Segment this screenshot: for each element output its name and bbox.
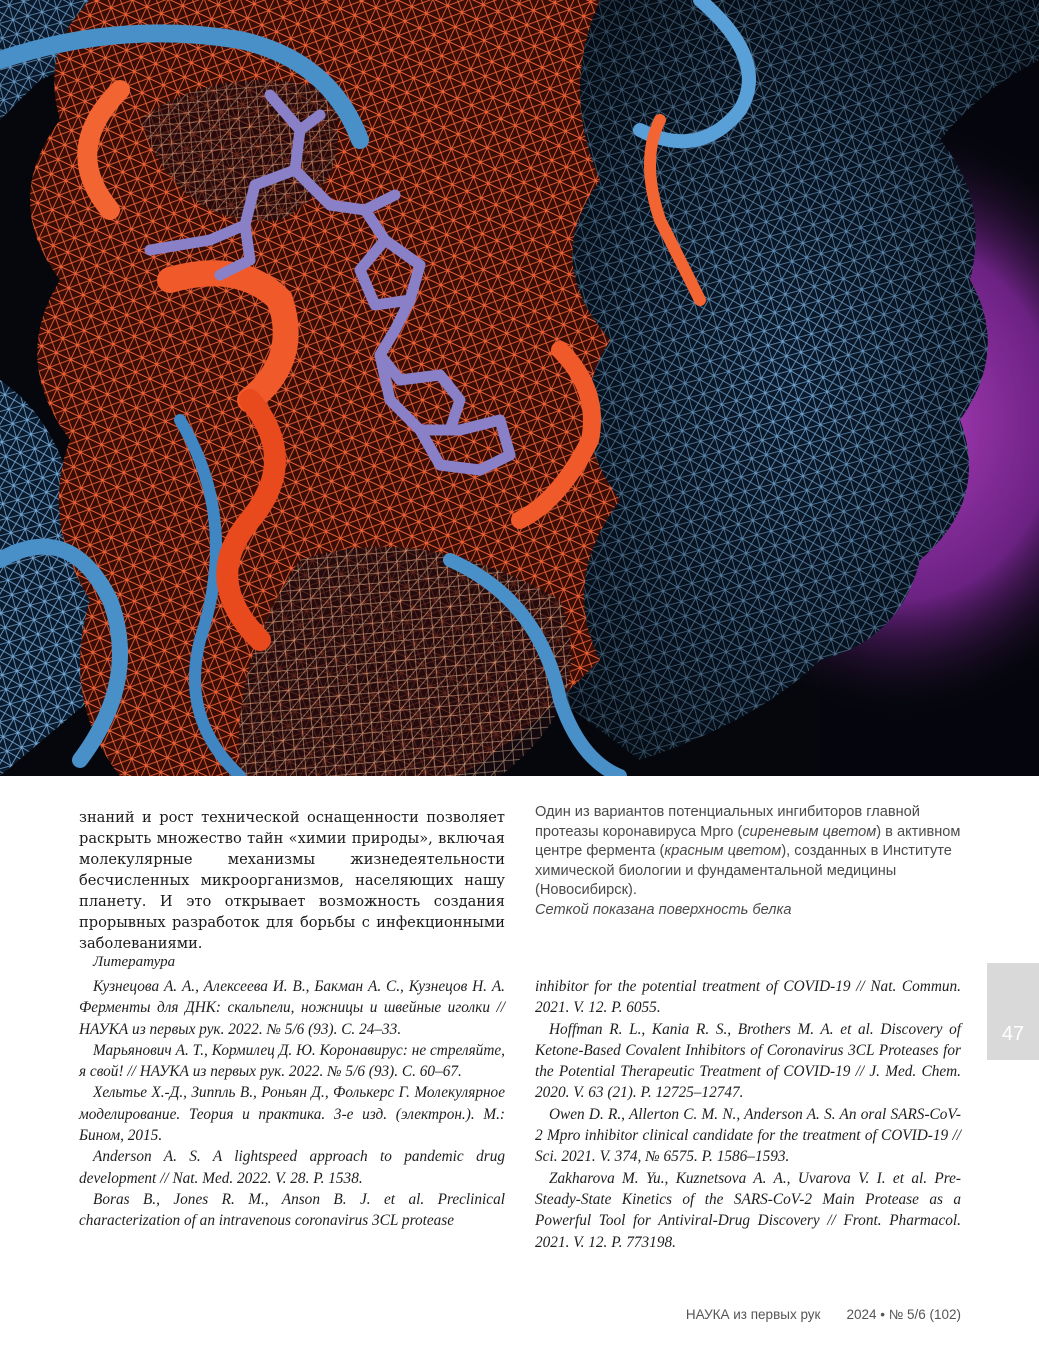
reference-item: Owen D. R., Allerton C. M. N., Anderson A. S. An oral SARS-CoV-2 Mpro inhibitor clinical candidate for the treatment of COVID-19 // Sci. 2021. V. 374, № 6575. P. 1586–1593. xyxy=(535,1105,961,1166)
page-number: 47 xyxy=(1001,1023,1025,1045)
references-heading: Литература xyxy=(93,954,176,970)
caption-text-1: Один из вариантов потенциальных ингибиторов главной протеазы коронавируса Mpro ( xyxy=(535,804,920,840)
reference-item: Boras B., Jones R. M., Anson B. J. et al. Preclinical characterization of an intravenous coronavirus 3CL protease xyxy=(79,1190,505,1230)
caption-emphasis-enzyme: красным цветом xyxy=(664,843,782,859)
caption-text-2: ) в активном центре фермента ( xyxy=(535,823,961,859)
caption-emphasis-ligand: сиреневым цветом xyxy=(742,823,877,840)
references-left-column xyxy=(79,976,505,1232)
reference-continuation: inhibitor for the potential treatment of COVID-19 // Nat. Commun. 2021. V. 12. P. 6055. xyxy=(535,978,961,1017)
reference-item: Hoffman R. L., Kania R. S., Brothers M. A. et al. Discovery of Ketone-Based Covalent Inhibitors of Coronavirus 3CL Proteases for the Potential Therapeutic Treatment of COVID-19 // J. Med. Chem. 2020. V. 63 (21). P. 12725–12747. xyxy=(535,1020,961,1102)
reference-item: Zakharova M. Yu., Kuznetsova A. A., Uvarova V. I. et al. Pre-Steady-State Kinetics of the SARS-CoV-2 Main Protease as a Powerful Tool for Antiviral-Drug Discovery // Front. Pharmacol. 2021. V. 12. P. 773198. xyxy=(535,1169,961,1251)
page-footer xyxy=(600,1306,961,1324)
reference-item: Марьянович А. Т., Кормилец Д. Ю. Коронавирус: не стреляйте, я свой! // НАУКА из первых рук. 2022. № 5/6 (93). С. 60–67. xyxy=(79,1041,505,1081)
footer-magazine-title: НАУКА из первых рук xyxy=(685,1307,821,1322)
figure-caption xyxy=(535,803,965,920)
article-body-text xyxy=(79,807,505,954)
references-right-column xyxy=(535,976,961,1253)
caption-emphasis-mesh: Сеткой показана поверхность белка xyxy=(535,901,792,918)
caption-text-3: ), созданных в Институте химической биологии и фундаментальной медицины (Новосибирск). xyxy=(535,843,952,898)
footer-issue: 2024 • № 5/6 (102) xyxy=(846,1307,961,1322)
reference-item: Кузнецова А. А., Алексеева И. В., Бакман А. С., Кузнецов Н. А. Ферменты для ДНК: скальпели, ножницы и швейные иголки // НАУКА из первых рук. 2022. № 5/6 (93). С. 24–33. xyxy=(79,978,505,1038)
reference-item: Anderson A. S. A lightspeed approach to pandemic drug development // Nat. Med. 2022. V. 28. P. 1538. xyxy=(79,1148,505,1187)
article-paragraph: знаний и рост технической оснащенности позволяет раскрыть множество тайн «химии природы», включая молекулярные механизмы жизнедеятельности бесчисленных микроорганизмов, населяющих нашу планету. И это открывает возможность создания прорывных разработок для борьбы с инфекционными заболеваниями. xyxy=(79,809,505,952)
reference-item: Хельтье Х.-Д., Зиппль В., Роньян Д., Фолькерс Г. Молекулярное моделирование. Теория и практика. 3-е изд. (электрон.). М.: Бином, 2015. xyxy=(79,1084,505,1145)
